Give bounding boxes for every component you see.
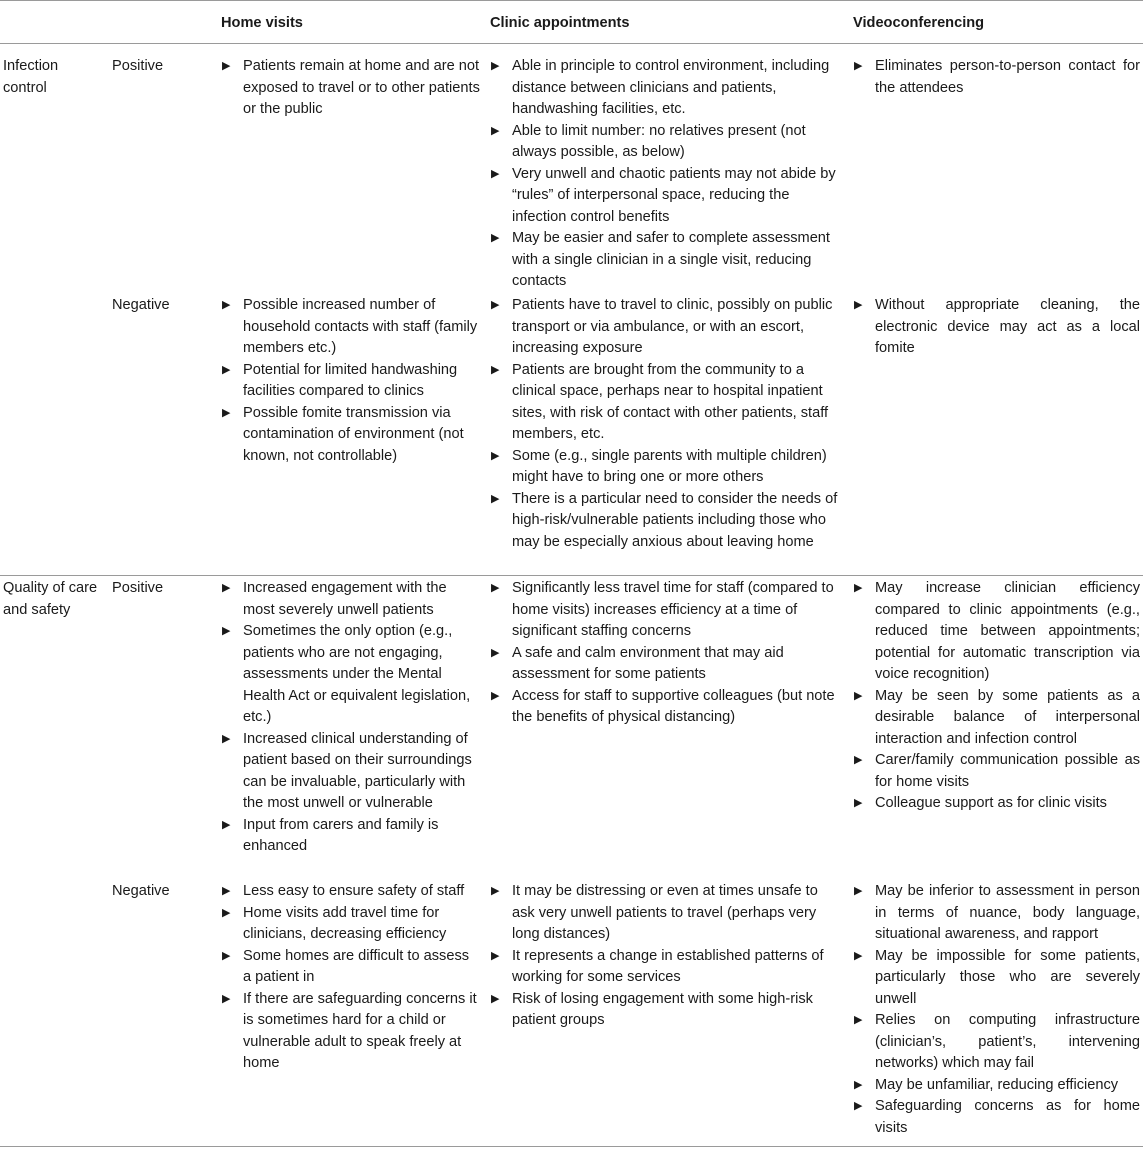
list-item (491, 164, 843, 229)
list-item (222, 578, 480, 621)
arrow-right-icon: ▶ (491, 299, 500, 311)
list-item (222, 881, 480, 903)
bullet-text: Eliminates person-to-person contact for the attendees (875, 58, 1140, 96)
header-home-visits: Home visits (221, 15, 303, 31)
arrow-right-icon: ▶ (491, 124, 500, 137)
bullet-text: Input from carers and family is enhanced (243, 816, 439, 854)
arrow-right-icon: ▶ (491, 492, 500, 505)
list-item (854, 686, 1140, 751)
arrow-right-icon: ▶ (491, 885, 500, 897)
bullet-list (222, 295, 480, 467)
arrow-right-icon: ▶ (491, 449, 500, 462)
arrow-right-icon: ▶ (491, 646, 500, 659)
bullet-text: It may be distressing or even at times unsafe to ask very unwell patients to travel (perhaps very long distances) (512, 883, 818, 942)
list-item (491, 360, 843, 446)
bullet-text: May be unfamiliar, reducing efficiency (875, 1076, 1119, 1093)
list-item (222, 403, 480, 468)
videoconferencing-cell (854, 578, 1140, 815)
clinic-appointments-cell (491, 56, 843, 293)
bullet-list (491, 56, 843, 293)
list-item (222, 729, 480, 815)
arrow-right-icon: ▶ (854, 60, 863, 72)
list-item (491, 686, 843, 729)
row-category: Infection control (3, 58, 59, 96)
list-item (222, 56, 480, 121)
bullet-text: Significantly less travel time for staff (compared to home visits) increases efficiency at a time of significant staffing concerns (512, 580, 834, 639)
list-item (854, 946, 1140, 1011)
row-polarity: Positive (112, 580, 164, 596)
list-item (491, 643, 843, 686)
header-videoconferencing: Videoconferencing (853, 15, 985, 31)
bullet-list (491, 881, 843, 1032)
bullet-text: Without appropriate cleaning, the electronic device may act as a local fomite (875, 297, 1140, 356)
videoconferencing-cell (854, 295, 1140, 360)
row-category: Quality of care and safety (3, 580, 98, 618)
bullet-text: Possible increased number of household contacts with staff (family members etc.) (243, 297, 478, 356)
list-item (491, 881, 843, 946)
list-item (222, 360, 480, 403)
bullet-text: Patients remain at home and are not exposed to travel or to other patients or the public (243, 58, 480, 117)
bullet-text: Risk of losing engagement with some high-risk patient groups (512, 990, 813, 1028)
bullet-text: Increased clinical understanding of patient based on their surroundings can be invaluable, particularly with the most unwell or vulnerable (243, 730, 472, 811)
bullet-text: Increased engagement with the most severely unwell patients (243, 580, 447, 618)
home-visits-cell (222, 881, 480, 1075)
list-item (491, 489, 843, 554)
bullet-text: There is a particular need to consider the needs of high-risk/vulnerable patients including those who may be especially anxious about leaving home (512, 490, 838, 550)
bullet-text: Colleague support as for clinic visits (875, 795, 1107, 811)
bullet-text: Patients have to travel to clinic, possibly on public transport or via ambulance, or with an escort, increasing exposure (512, 297, 833, 356)
arrow-right-icon: ▶ (222, 818, 231, 831)
bullet-list (854, 56, 1140, 99)
bullet-text: Carer/family communication possible as for home visits (875, 752, 1140, 790)
bullet-text: Possible fomite transmission via contamination of environment (not known, not controllable) (243, 404, 464, 464)
list-item (854, 1010, 1140, 1075)
clinic-appointments-cell (491, 881, 843, 1032)
bullet-text: Potential for limited handwashing facilities compared to clinics (243, 361, 458, 399)
bullet-text: Able to limit number: no relatives present (not always possible, as below) (512, 122, 806, 160)
list-item (854, 1096, 1140, 1139)
list-item (222, 989, 480, 1075)
bullet-text: Less easy to ensure safety of staff (243, 883, 465, 899)
arrow-right-icon: ▶ (854, 1014, 863, 1026)
videoconferencing-cell (854, 881, 1140, 1139)
bullet-list (222, 881, 480, 1075)
list-item (491, 228, 843, 293)
arrow-right-icon: ▶ (222, 992, 231, 1005)
list-item (491, 946, 843, 989)
arrow-right-icon: ▶ (222, 732, 231, 745)
list-item (491, 295, 843, 360)
list-item (854, 1075, 1140, 1097)
table-bottom-rule (0, 1146, 1143, 1147)
arrow-right-icon: ▶ (222, 885, 231, 897)
list-item (222, 815, 480, 858)
clinic-appointments-cell (491, 578, 843, 729)
bullet-text: Access for staff to supportive colleagues (but note the benefits of physical distancing) (512, 687, 835, 725)
arrow-right-icon: ▶ (491, 689, 500, 702)
bullet-text: Able in principle to control environment, including distance between clinicians and patients, handwashing facilities, etc. (512, 58, 830, 117)
home-visits-cell (222, 578, 480, 858)
bullet-list (491, 578, 843, 729)
arrow-right-icon: ▶ (854, 885, 863, 897)
bullet-list (222, 56, 480, 121)
bullet-list (222, 578, 480, 858)
arrow-right-icon: ▶ (491, 582, 500, 594)
arrow-right-icon: ▶ (222, 949, 231, 962)
arrow-right-icon: ▶ (222, 582, 231, 594)
bullet-text: Home visits add travel time for clinicians, decreasing efficiency (243, 904, 447, 942)
arrow-right-icon: ▶ (222, 60, 231, 72)
bullet-text: May increase clinician efficiency compared to clinic appointments (e.g., reduced time between appointments; potential for automatic transcription via voice recognition) (875, 580, 1140, 682)
bullet-text: Sometimes the only option (e.g., patients who are not engaging, assessments under the Mental Health Act or equivalent legislation, etc.) (243, 623, 471, 725)
arrow-right-icon: ▶ (222, 299, 231, 311)
arrow-right-icon: ▶ (222, 906, 231, 919)
arrow-right-icon: ▶ (854, 754, 863, 766)
list-item (491, 446, 843, 489)
row-polarity: Negative (112, 883, 170, 899)
arrow-right-icon: ▶ (854, 797, 863, 809)
arrow-right-icon: ▶ (854, 299, 863, 311)
bullet-text: It represents a change in established patterns of working for some services (512, 947, 824, 985)
arrow-right-icon: ▶ (491, 363, 500, 376)
bullet-list (854, 881, 1140, 1139)
bullet-text: May be easier and safer to complete assessment with a single clinician in a single visit, reducing contacts (512, 230, 830, 289)
arrow-right-icon: ▶ (854, 1078, 863, 1091)
bullet-text: Some homes are difficult to assess a patient in (243, 947, 470, 985)
bullet-text: May be impossible for some patients, particularly those who are severely unwell (875, 947, 1140, 1007)
list-item (854, 56, 1140, 99)
bullet-list (854, 578, 1140, 815)
list-item (491, 56, 843, 121)
bullet-text: May be inferior to assessment in person in terms of nuance, body language, situational awareness, and rapport (875, 883, 1140, 942)
arrow-right-icon: ▶ (854, 1100, 863, 1112)
header-clinic-appointments: Clinic appointments (490, 15, 630, 31)
list-item (222, 295, 480, 360)
arrow-right-icon: ▶ (491, 167, 500, 180)
bullet-text: Some (e.g., single parents with multiple children) might have to bring one or more others (512, 447, 827, 485)
bullet-text: If there are safeguarding concerns it is sometimes hard for a child or vulnerable adult to speak freely at home (243, 990, 477, 1071)
list-item (491, 121, 843, 164)
arrow-right-icon: ▶ (491, 949, 500, 962)
bullet-text: Very unwell and chaotic patients may not abide by “rules” of interpersonal space, reducing the infection control benefits (512, 165, 836, 225)
list-item (854, 793, 1140, 815)
arrow-right-icon: ▶ (854, 689, 863, 702)
arrow-right-icon: ▶ (491, 992, 500, 1005)
videoconferencing-cell (854, 56, 1140, 99)
bullet-list (854, 295, 1140, 360)
list-item (222, 903, 480, 946)
bullet-text: Patients are brought from the community to a clinical space, perhaps near to hospital inpatient sites, with risk of contact with other patients, staff members, etc. (512, 361, 829, 442)
bullet-text: A safe and calm environment that may aid assessment for some patients (512, 644, 784, 682)
home-visits-cell (222, 56, 480, 121)
clinic-appointments-cell (491, 295, 843, 553)
arrow-right-icon: ▶ (222, 406, 231, 419)
bullet-list (491, 295, 843, 553)
list-item (222, 621, 480, 729)
list-item (491, 989, 843, 1032)
arrow-right-icon: ▶ (222, 363, 231, 376)
arrow-right-icon: ▶ (491, 232, 500, 244)
arrow-right-icon: ▶ (854, 582, 863, 594)
arrow-right-icon: ▶ (222, 625, 231, 637)
row-polarity: Positive (112, 58, 164, 74)
arrow-right-icon: ▶ (491, 60, 500, 72)
section-divider (0, 575, 1143, 576)
bullet-text: Relies on computing infrastructure (clinician’s, patient’s, intervening networks) which may fail (875, 1012, 1140, 1071)
arrow-right-icon: ▶ (854, 949, 863, 962)
list-item (854, 750, 1140, 793)
list-item (222, 946, 480, 989)
table-header (0, 0, 1143, 44)
row-polarity: Negative (112, 297, 170, 313)
list-item (854, 295, 1140, 360)
bullet-text: May be seen by some patients as a desirable balance of interpersonal interaction and infection control (875, 687, 1140, 747)
bullet-text: Safeguarding concerns as for home visits (875, 1098, 1140, 1136)
home-visits-cell (222, 295, 480, 467)
list-item (854, 578, 1140, 686)
list-item (491, 578, 843, 643)
list-item (854, 881, 1140, 946)
